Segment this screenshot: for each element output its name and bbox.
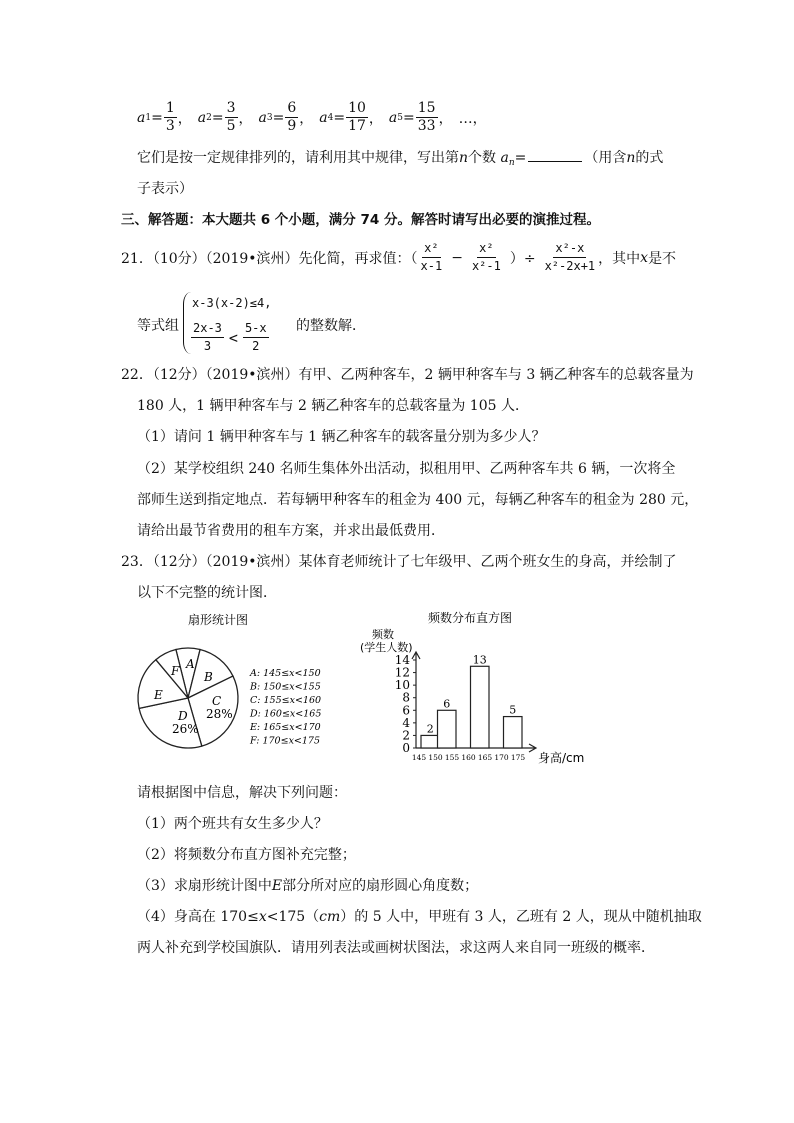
q23-part4-line1: （4）身高在 170≤x<175（cm）的 5 人中，甲班有 3 人，乙班有 2 人，现从中随机抽取 [137, 909, 702, 925]
q21-line1: 21．（10分）（2019•滨州）先化简，再求值：（ $\frac{\text{x²}}{x-1}$ − $\frac{\text{x²}}{\text{x²-1}}$ ）÷ $\frac{\text{x²-x}}{\text{x²-2x+1}}$ ，其中 x 是不 [121, 241, 677, 273]
pie-slice-label: 26% [172, 722, 199, 736]
q22-part1: （1）请问 1 辆甲种客车与 1 辆乙种客车的载客量分别为多少人？ [137, 429, 546, 445]
q20-question-line1: 它们是按一定规律排列的，请利用其中规律，写出第n个数 $a_n=$ （用含n的式 [137, 150, 664, 168]
histogram-title: 频数分布直方图 [428, 611, 513, 625]
y-axis-label-line2: (学生人数) [360, 641, 413, 654]
q20-sequence [137, 100, 487, 135]
q21-line2-prefix: 等式组 [137, 318, 179, 334]
q23-prompt: 请根据图中信息，解决下列问题： [137, 785, 347, 801]
pie-legend-item: D: 160≤x<165 [250, 708, 322, 720]
pie-slice-label: C [212, 694, 222, 708]
fraction-3: $\frac{\text{x²-x}}{\text{x²-2x+1}}$ [544, 241, 596, 273]
y-tick-label: 12 [394, 665, 410, 680]
bar-value-label: 13 [472, 653, 487, 667]
pie-chart [130, 608, 360, 768]
histogram-bar [421, 735, 440, 748]
pie-legend-item: F: 170≤x<175 [250, 735, 321, 747]
x-tick-label: 170 [494, 753, 509, 762]
pie-legend-item: C: 155≤x<160 [250, 695, 322, 706]
y-axis-label-line1: 频数 [372, 628, 394, 641]
x-tick-label: 160 [461, 753, 476, 762]
y-tick-label: 0 [402, 741, 410, 755]
histogram-bar [471, 666, 490, 748]
q23-part3: （3）求扇形统计图中E部分所对应的扇形圆心角度数； [137, 878, 479, 894]
x-tick-label: 150 [428, 753, 443, 762]
x-tick-label: 165 [477, 753, 493, 762]
x-axis-label: 身高/cm [538, 751, 585, 765]
q22-part2-line2: 部师生送到指定地点．若每辆甲种客车的租金为 400 元，每辆乙种客车的租金为 280 元， [137, 492, 699, 508]
pie-title: 扇形统计图 [188, 613, 249, 627]
pie-legend-item: A: 145≤x<150 [250, 668, 321, 679]
pie-slice-label: F [171, 664, 180, 678]
q23-part2: （2）将频数分布直方图补充完整； [137, 847, 356, 863]
bar-value-label: 2 [426, 722, 434, 736]
y-tick-label: 2 [402, 728, 410, 743]
q22-line2: 180 人，1 辆甲种客车与 2 辆乙种客车的总载客量为 105 人． [137, 398, 529, 414]
pie-legend-item: E: 165≤x<170 [250, 722, 321, 733]
y-axis [412, 652, 420, 748]
pie-slice-label: D [178, 709, 188, 723]
answer-blank [528, 149, 582, 162]
x-tick-label: 145 [411, 753, 427, 762]
y-tick-label: 8 [402, 690, 410, 705]
fraction-2: $\frac{\text{x²}}{\text{x²-1}}$ [471, 241, 501, 273]
q22-line1: 22．（12分）（2019•滨州）有甲、乙两种客车，2 辆甲种客车与 3 辆乙种客车的总载客量为 [121, 367, 694, 383]
sequence-term: a 3 = $\frac{6}{9}$ ， [258, 100, 314, 134]
pie-slice-label: E [154, 688, 163, 702]
sequence-term: a 1 = $\frac{1}{3}$ ， [137, 100, 192, 134]
pie-slice-label: A [186, 657, 195, 671]
sequence-ellipsis: …， [458, 110, 487, 127]
x-tick-label: 155 [444, 753, 460, 762]
bar-value-label: 6 [443, 697, 451, 711]
y-tick-label: 4 [402, 715, 410, 730]
q22-part2-line1: （2）某学校组织 240 名师生集体外出活动，拟租用甲、乙两种客车共 6 辆，一次将全 [137, 461, 676, 477]
inequality-2: $\frac{2x-3}{3}$ < $\frac{5-x}{2}$ [193, 321, 267, 353]
x-tick-label: 175 [510, 753, 526, 762]
pie-legend-item: B: 150≤x<155 [250, 681, 321, 693]
histogram-bar [504, 717, 523, 748]
pie-slice-label: 28% [206, 707, 233, 721]
histogram-bar [438, 710, 457, 748]
q23-part1: （1）两个班共有女生多少人？ [137, 816, 328, 832]
q23-line1: 23．（12分）（2019•滨州）某体育老师统计了七年级甲、乙两个班女生的身高，并绘制了 [121, 554, 677, 570]
y-tick-label: 14 [394, 653, 410, 667]
sequence-term: a 5 = $\frac{15}{33}$ ， [388, 100, 453, 134]
q22-part2-line3: 请给出最节省费用的租车方案，并求出最低费用． [137, 523, 445, 539]
sequence-term: a 2 = $\frac{3}{5}$ ， [197, 100, 253, 134]
q23-line2: 以下不完整的统计图． [137, 585, 277, 601]
bar-value-label: 5 [509, 703, 517, 717]
q21-line2-suffix: 的整数解． [296, 318, 366, 334]
fraction-1: $\frac{\text{x²}}{x-1}$ [420, 241, 443, 273]
inequality-1: x-3(x-2)≤4, [192, 296, 272, 310]
q23-part4-line2: 两人补充到学校国旗队．请用列表法或画树状图法，求这两人来自同一班级的概率． [137, 940, 655, 956]
q20-question-line2: 子表示） [137, 181, 193, 197]
histogram-chart [360, 608, 600, 768]
section-title: 三、解答题：本大题共 6 个小题，满分 74 分。解答时请写出必要的演推过程。 [121, 212, 600, 228]
pie-slice-label: B [204, 670, 213, 684]
sequence-term: a 4 = $\frac{10}{17}$ ， [319, 100, 383, 134]
y-tick-label: 10 [394, 678, 410, 693]
y-tick-label: 6 [402, 703, 410, 718]
